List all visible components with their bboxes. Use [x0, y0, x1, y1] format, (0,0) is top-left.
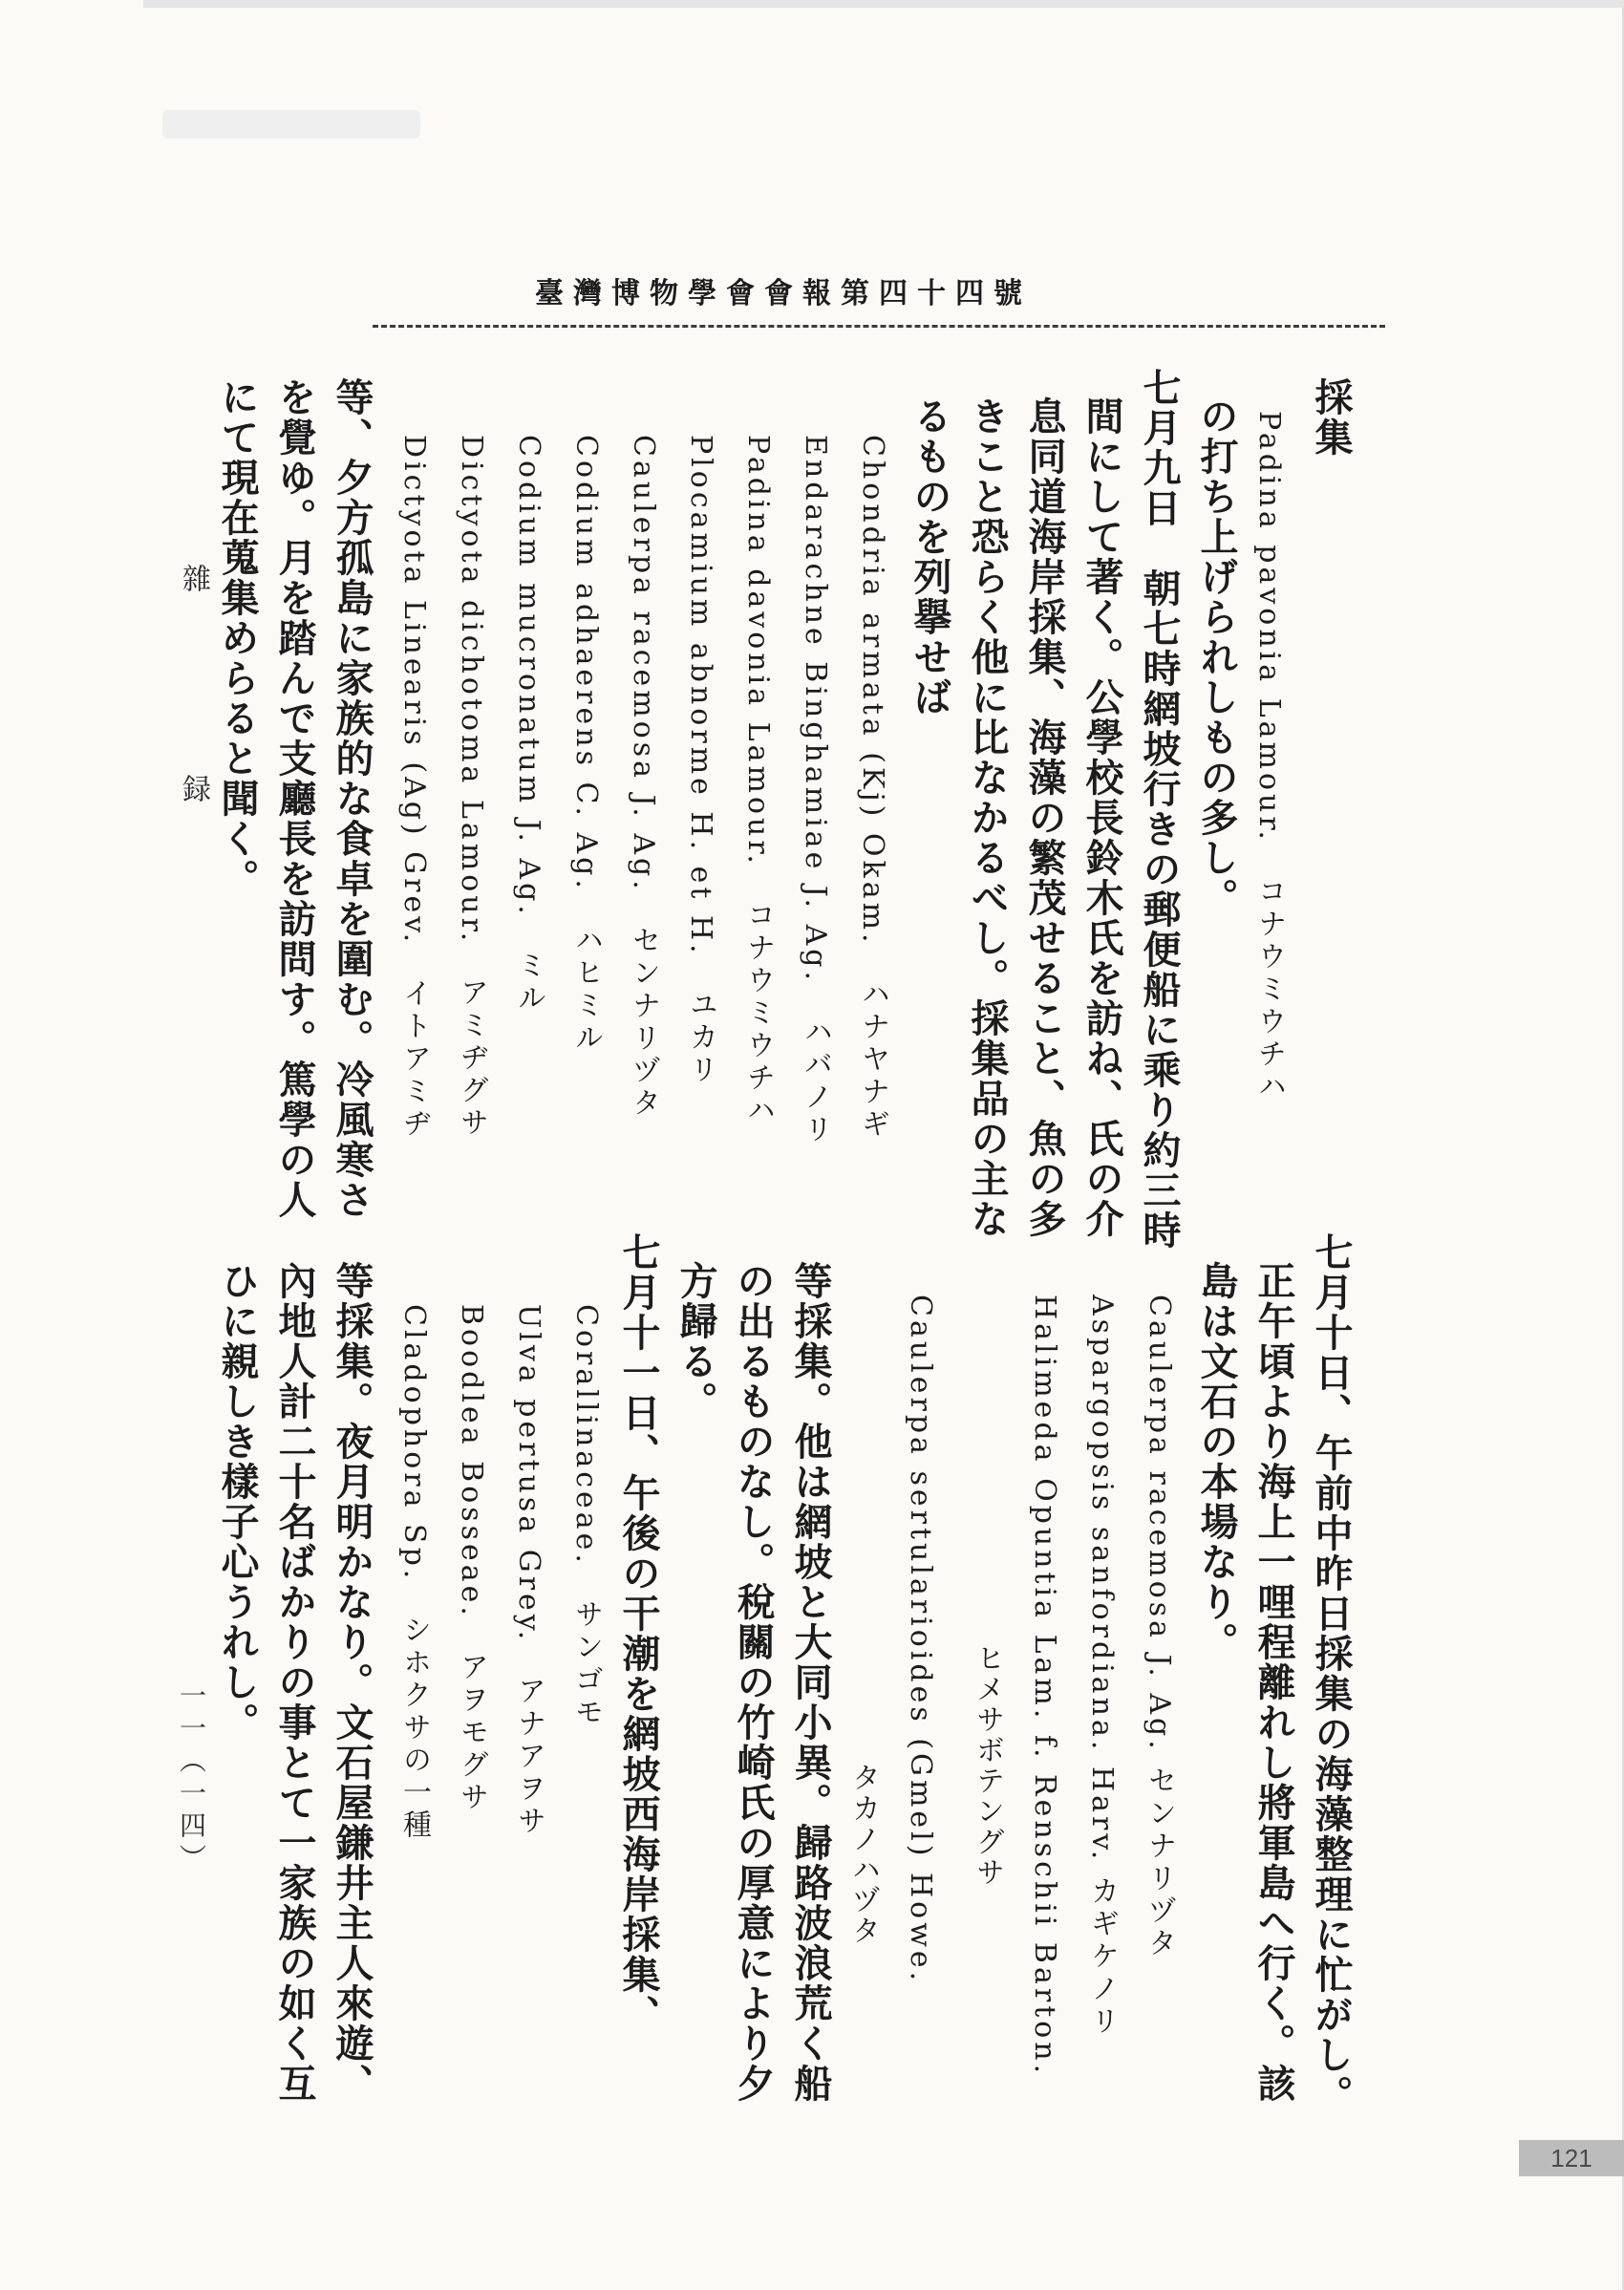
- bottom-col-12: Plocamium abnorme H. et H. ユカリ: [684, 435, 717, 1087]
- bottom-col-6: 息同道海岸採集、海藻の繁茂せること、魚の多: [1022, 396, 1067, 1239]
- top-col-15: Ulva pertusa Grey. アナアヲサ: [512, 1304, 545, 1839]
- scan-page-number: 121: [1519, 2140, 1624, 2176]
- top-col-2: 正午頃より海上一哩程離れし將軍島へ行く。該: [1251, 1261, 1296, 2104]
- bottom-col-11: Padina davonia Lamour. コナウミウチハ: [741, 435, 775, 1127]
- top-col-1: 七月十日、午前中昨日採集の海藻整理に忙がし。: [1309, 1232, 1354, 2115]
- scan-smudge: [162, 110, 420, 139]
- bottom-col-16: Dictyota dichotoma Lamour. アミヂグサ: [455, 435, 488, 1141]
- top-col-10: 等採集。他は網坡と大同小異。歸路波浪荒く船: [788, 1261, 833, 2104]
- bottom-col-10: Endarachne Binghamiae J. Ag. ハバノリ: [799, 435, 832, 1147]
- top-col-7: ヒメサボテングサ: [971, 1643, 1004, 1888]
- top-col-6: Halimeda Opuntia Lam. f. Renschii Barton.: [1028, 1295, 1061, 2078]
- bottom-col-4: 七月九日 朝七時網坡行きの郵便船に乘り約三時: [1137, 368, 1182, 1251]
- top-col-11: の出るものなし。稅關の竹崎氏の厚意により夕: [731, 1261, 776, 2104]
- top-col-8: Caulerpa sertularioides (Gmel) Howe.: [904, 1295, 937, 1985]
- top-col-13: 七月十一日、午後の干潮を網坡西海岸採集、: [616, 1232, 661, 2035]
- top-col-12: 方歸る。: [673, 1261, 718, 1422]
- top-col-3: 島は文石の本場なり。: [1194, 1261, 1239, 1662]
- bottom-col-5: 間にして著く。公學校長鈴木氏を訪ね、氏の介: [1079, 396, 1124, 1239]
- top-col-5: Aspargopsis sanfordiana. Harv. カギケノリ: [1085, 1295, 1119, 2039]
- bottom-col-20: にて現在蒐集めらると聞く。: [215, 377, 260, 899]
- top-col-17: Cladophora Sp. シホクサの一種: [397, 1304, 431, 1843]
- bottom-col-3: の打ち上げられしもの多し。: [1194, 396, 1239, 918]
- bottom-col-7: きこと恐らく他に比なかるべし。採集品の主な: [965, 396, 1010, 1239]
- bottom-col-1: 採集: [1309, 377, 1354, 458]
- bottom-col-9: Chondria armata (Kj) Okam. ハナヤナギ: [856, 435, 889, 1142]
- top-col-4: Caulerpa racemosa J. Ag. センナリヅタ: [1143, 1295, 1176, 1961]
- top-col-18: 等採集。夜月明かなり。文石屋鎌井主人來遊、: [330, 1261, 374, 2104]
- scan-top-edge: [143, 0, 1624, 8]
- bottom-col-13: Caulerpa racemosa J. Ag. センナリヅタ: [627, 435, 660, 1121]
- top-col-20: ひに親しき樣子心うれし。: [215, 1261, 260, 1743]
- top-col-9: タカノハヅタ: [846, 1763, 880, 1946]
- top-col-14: Corallinaceae. サンゴモ: [569, 1304, 603, 1729]
- bottom-col-8: るものを列擧せば: [908, 396, 952, 717]
- journal-header: 臺灣博物學會會報第四十四號: [535, 277, 1032, 310]
- bottom-col-17: Dictyota Linearis (Ag) Grev. イトアミヂ: [397, 435, 431, 1142]
- bottom-col-2: Padina pavonia Lamour. コナウミウチハ: [1252, 411, 1286, 1103]
- bottom-col-14: Codium adhaerens C. Ag. ハヒミル: [569, 435, 603, 1055]
- bottom-col-15: Codium mucronatum J. Ag. ミル: [512, 435, 545, 1016]
- page-number-vertical: 一一（一四）: [176, 1681, 207, 1876]
- top-col-16: Boodlea Bosseae. アヲモグサ: [455, 1304, 488, 1814]
- top-col-19: 內地人計二十名ばかりの事とて一家族の如く互: [272, 1261, 317, 2104]
- header-rule: [373, 325, 1385, 328]
- section-label: 雜 録: [177, 564, 210, 879]
- bottom-col-19: を覺ゆ。月を踏んで支廳長を訪問す。篤學の人: [272, 377, 317, 1220]
- bottom-col-18: 等、夕方孤島に家族的な食卓を圍む。冷風寒さ: [330, 377, 374, 1220]
